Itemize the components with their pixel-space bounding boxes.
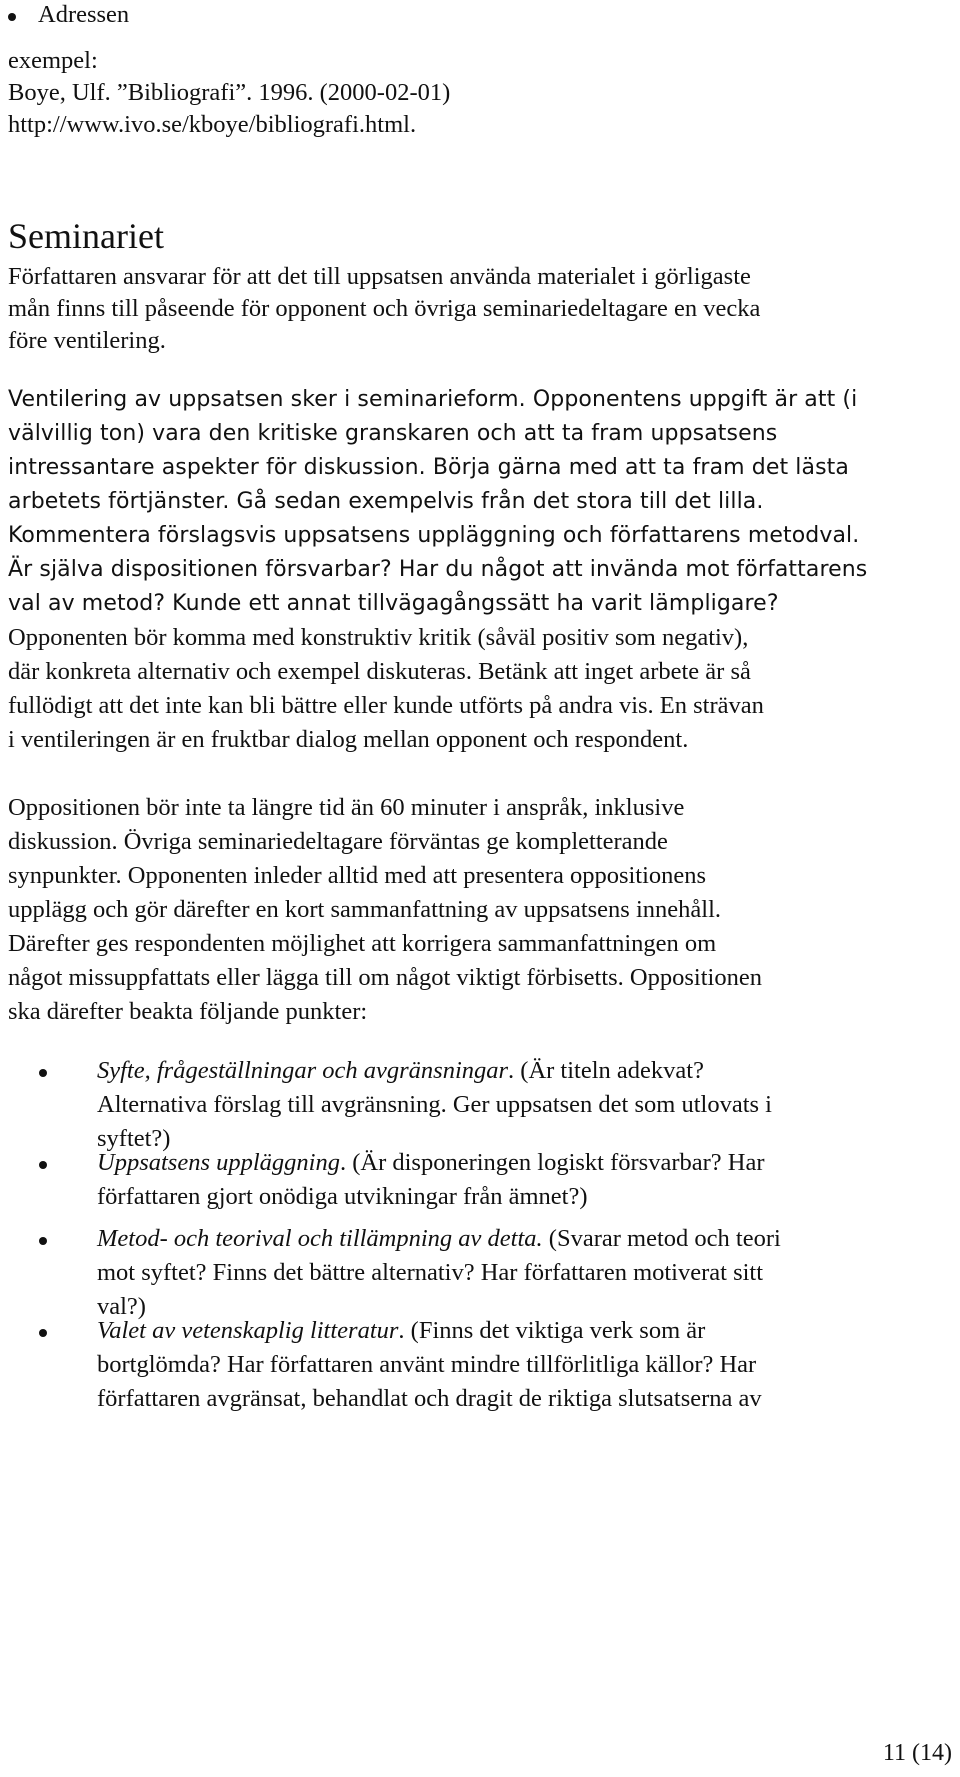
point-line: författaren gjort onödiga utvikningar från ämnet?) [97,1183,588,1210]
paragraph-line: Därefter ges respondenten möjlighet att korrigera sammanfattningen om [8,930,717,957]
paragraph-line: Författaren ansvarar för att det till uppsatsen använda materialet i görligaste [8,263,751,290]
paragraph-line: Opponenten bör komma med konstruktiv kritik (såväl positiv som negativ), [8,624,749,651]
section-heading: Seminariet [8,216,164,256]
point-text: . (Finns det viktiga verk som är [398,1317,706,1344]
bullet-icon [8,13,16,21]
point-line [97,1146,765,1180]
page-number: 11 (14) [882,1740,952,1766]
point-line: mot syftet? Finns det bättre alternativ? Har författaren motiverat sitt [97,1259,764,1286]
paragraph-line: där konkreta alternativ och exempel diskuteras. Betänk att inget arbete är så [8,658,751,685]
example-url: http://www.ivo.se/kboye/bibliografi.html. [8,111,417,138]
paragraph-line: Är själva dispositionen försvarbar? Har du något att invända mot författarens [8,557,868,582]
example-label: exempel: [8,47,98,74]
point-line: Alternativa förslag till avgränsning. Ger uppsatsen det som utlovats i [97,1091,772,1118]
paragraph-line: ska därefter beakta följande punkter: [8,998,368,1025]
paragraph-line: Oppositionen bör inte ta längre tid än 60 minuter i anspråk, inklusive [8,794,685,821]
paragraph-line: Kommentera förslagsvis uppsatsens uppläggning och författarens metodval. [8,523,860,548]
bullet-icon [39,1329,47,1337]
point-line: syftet?) [97,1125,171,1152]
bullet-icon [39,1161,47,1169]
paragraph-line: välvillig ton) vara den kritiske granskaren och att ta fram uppsatsens [8,421,778,446]
paragraph-line: val av metod? Kunde ett annat tillvägagångssätt ha varit lämpligare? [8,591,779,616]
point-text: . (Är titeln adekvat? [508,1057,704,1084]
paragraph-line: fullödigt att det inte kan bli bättre eller kunde utförts på andra vis. En strävan [8,692,764,719]
point-line [97,1054,704,1088]
paragraph-line: något missuppfattats eller lägga till om något viktigt förbisetts. Oppositionen [8,964,762,991]
paragraph-line: diskussion. Övriga seminariedeltagare förväntas ge kompletterande [8,828,668,855]
point-title: Uppsatsens uppläggning [97,1149,340,1176]
bullet-icon [39,1237,47,1245]
paragraph-line: i ventileringen är en fruktbar dialog mellan opponent och respondent. [8,726,689,753]
paragraph-line: Ventilering av uppsatsen sker i seminarieform. Opponentens uppgift är att (i [8,387,858,412]
paragraph-line: mån finns till påseende för opponent och övriga seminariedeltagare en vecka [8,295,761,322]
point-title: Valet av vetenskaplig litteratur [97,1317,399,1344]
bullet-item-adressen: Adressen [38,1,130,28]
paragraph-line: intressantare aspekter för diskussion. Börja gärna med att ta fram det lästa [8,455,849,480]
point-title: Syfte, frågeställningar och avgränsningar [97,1057,509,1084]
point-text: . (Är disponeringen logiskt försvarbar? Har [339,1149,765,1176]
example-citation: Boye, Ulf. ”Bibliografi”. 1996. (2000-02-01) [8,79,451,106]
point-line: val?) [97,1293,146,1320]
bullet-icon [39,1069,47,1077]
point-line [97,1314,705,1348]
paragraph-line: synpunkter. Opponenten inleder alltid med att presentera oppositionens [8,862,707,889]
point-title: Metod- och teorival och tillämpning av detta. [97,1225,543,1252]
point-line: författaren avgränsat, behandlat och dragit de riktiga slutsatserna av [97,1385,762,1412]
point-text: (Svarar metod och teori [542,1225,781,1252]
paragraph-line: upplägg och gör därefter en kort sammanfattning av uppsatsens innehåll. [8,896,722,923]
point-line: bortglömda? Har författaren använt mindre tillförlitliga källor? Har [97,1351,757,1378]
paragraph-line: före ventilering. [8,327,166,354]
paragraph-line: arbetets förtjänster. Gå sedan exempelvis från det stora till det lilla. [8,489,764,514]
point-line [97,1222,781,1256]
